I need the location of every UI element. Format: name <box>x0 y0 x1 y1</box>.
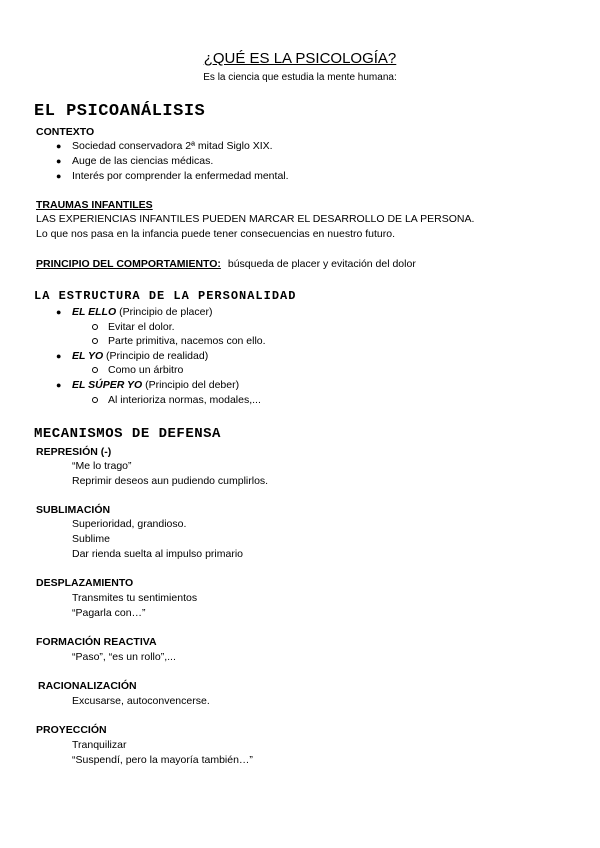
mecanismo-line: Reprimir deseos aun pudiendo cumplirlos. <box>72 475 269 487</box>
mecanismo-line: Superioridad, grandioso. <box>72 518 187 530</box>
estructura-item <box>72 306 212 318</box>
bullet-dot: ● <box>56 380 62 390</box>
estructura-item-desc: (Principio de placer) <box>116 306 213 318</box>
mecanismo-line: Dar rienda suelta al impulso primario <box>72 548 243 560</box>
bullet-dot: ● <box>56 156 62 166</box>
contexto-item: Sociedad conservadora 2ª mitad Siglo XIX. <box>72 140 273 152</box>
estructura-subitem: Evitar el dolor. <box>108 321 175 333</box>
estructura-item-name: EL YO <box>72 350 104 362</box>
bullet-circle <box>92 338 98 344</box>
estructura-subitem: Al interioriza normas, modales,... <box>108 394 261 406</box>
mecanismo-line: “Pagarla con…” <box>72 607 146 619</box>
traumas-line: LAS EXPERIENCIAS INFANTILES PUEDEN MARCAR EL DESARROLLO DE LA PERSONA. <box>36 213 475 225</box>
label-sublimacion: SUBLIMACIÓN <box>36 504 111 516</box>
estructura-item-desc: (Principio de realidad) <box>103 350 209 362</box>
bullet-circle <box>92 367 98 373</box>
bullet-dot: ● <box>56 171 62 181</box>
bullet-circle <box>92 397 98 403</box>
mecanismo-line: Excusarse, autoconvencerse. <box>72 695 210 707</box>
estructura-item-name: EL SÚPER YO <box>72 379 143 391</box>
principio-row <box>36 258 416 270</box>
bullet-circle <box>92 324 98 330</box>
estructura-subitem: Parte primitiva, nacemos con ello. <box>108 335 266 347</box>
traumas-line: Lo que nos pasa en la infancia puede tener consecuencias en nuestro futuro. <box>36 228 396 240</box>
heading-psicoanalisis: EL PSICOANÁLISIS <box>34 102 206 121</box>
label-formacion-reactiva: FORMACIÓN REACTIVA <box>36 636 157 648</box>
mecanismo-line: Tranquilizar <box>72 739 127 751</box>
estructura-item <box>72 379 239 391</box>
label-proyeccion: PROYECCIÓN <box>36 724 107 736</box>
label-represion: REPRESIÓN (-) <box>36 446 112 458</box>
page-title: ¿QUÉ ES LA PSICOLOGÍA? <box>203 50 397 67</box>
heading-estructura: LA ESTRUCTURA DE LA PERSONALIDAD <box>34 289 297 303</box>
bullet-dot: ● <box>56 351 62 361</box>
mecanismo-line: “Me lo trago” <box>72 460 132 472</box>
estructura-item-name: EL ELLO <box>72 306 117 318</box>
bullet-dot: ● <box>56 307 62 317</box>
page-subtitle: Es la ciencia que estudia la mente humana: <box>203 72 397 83</box>
label-traumas: TRAUMAS INFANTILES <box>36 199 153 211</box>
label-racionalizacion: RACIONALIZACIÓN <box>38 680 137 692</box>
mecanismo-line: Sublime <box>72 533 110 545</box>
mecanismo-line: “Suspendí, pero la mayoría también…” <box>72 754 253 766</box>
label-desplazamiento: DESPLAZAMIENTO <box>36 577 134 589</box>
heading-mecanismos: MECANISMOS DE DEFENSA <box>34 426 221 442</box>
estructura-item <box>72 350 208 362</box>
contexto-item: Interés por comprender la enfermedad mental. <box>72 170 289 182</box>
mecanismo-line: “Paso”, “es un rollo”,... <box>72 651 176 663</box>
estructura-item-desc: (Principio del deber) <box>142 379 240 391</box>
mecanismo-line: Transmites tu sentimientos <box>72 592 198 604</box>
label-principio: PRINCIPIO DEL COMPORTAMIENTO: <box>36 258 221 270</box>
contexto-item: Auge de las ciencias médicas. <box>72 155 214 167</box>
label-contexto: CONTEXTO <box>36 126 95 138</box>
estructura-subitem: Como un árbitro <box>108 364 184 376</box>
principio-text: búsqueda de placer y evitación del dolor <box>227 258 416 270</box>
bullet-dot: ● <box>56 141 62 151</box>
